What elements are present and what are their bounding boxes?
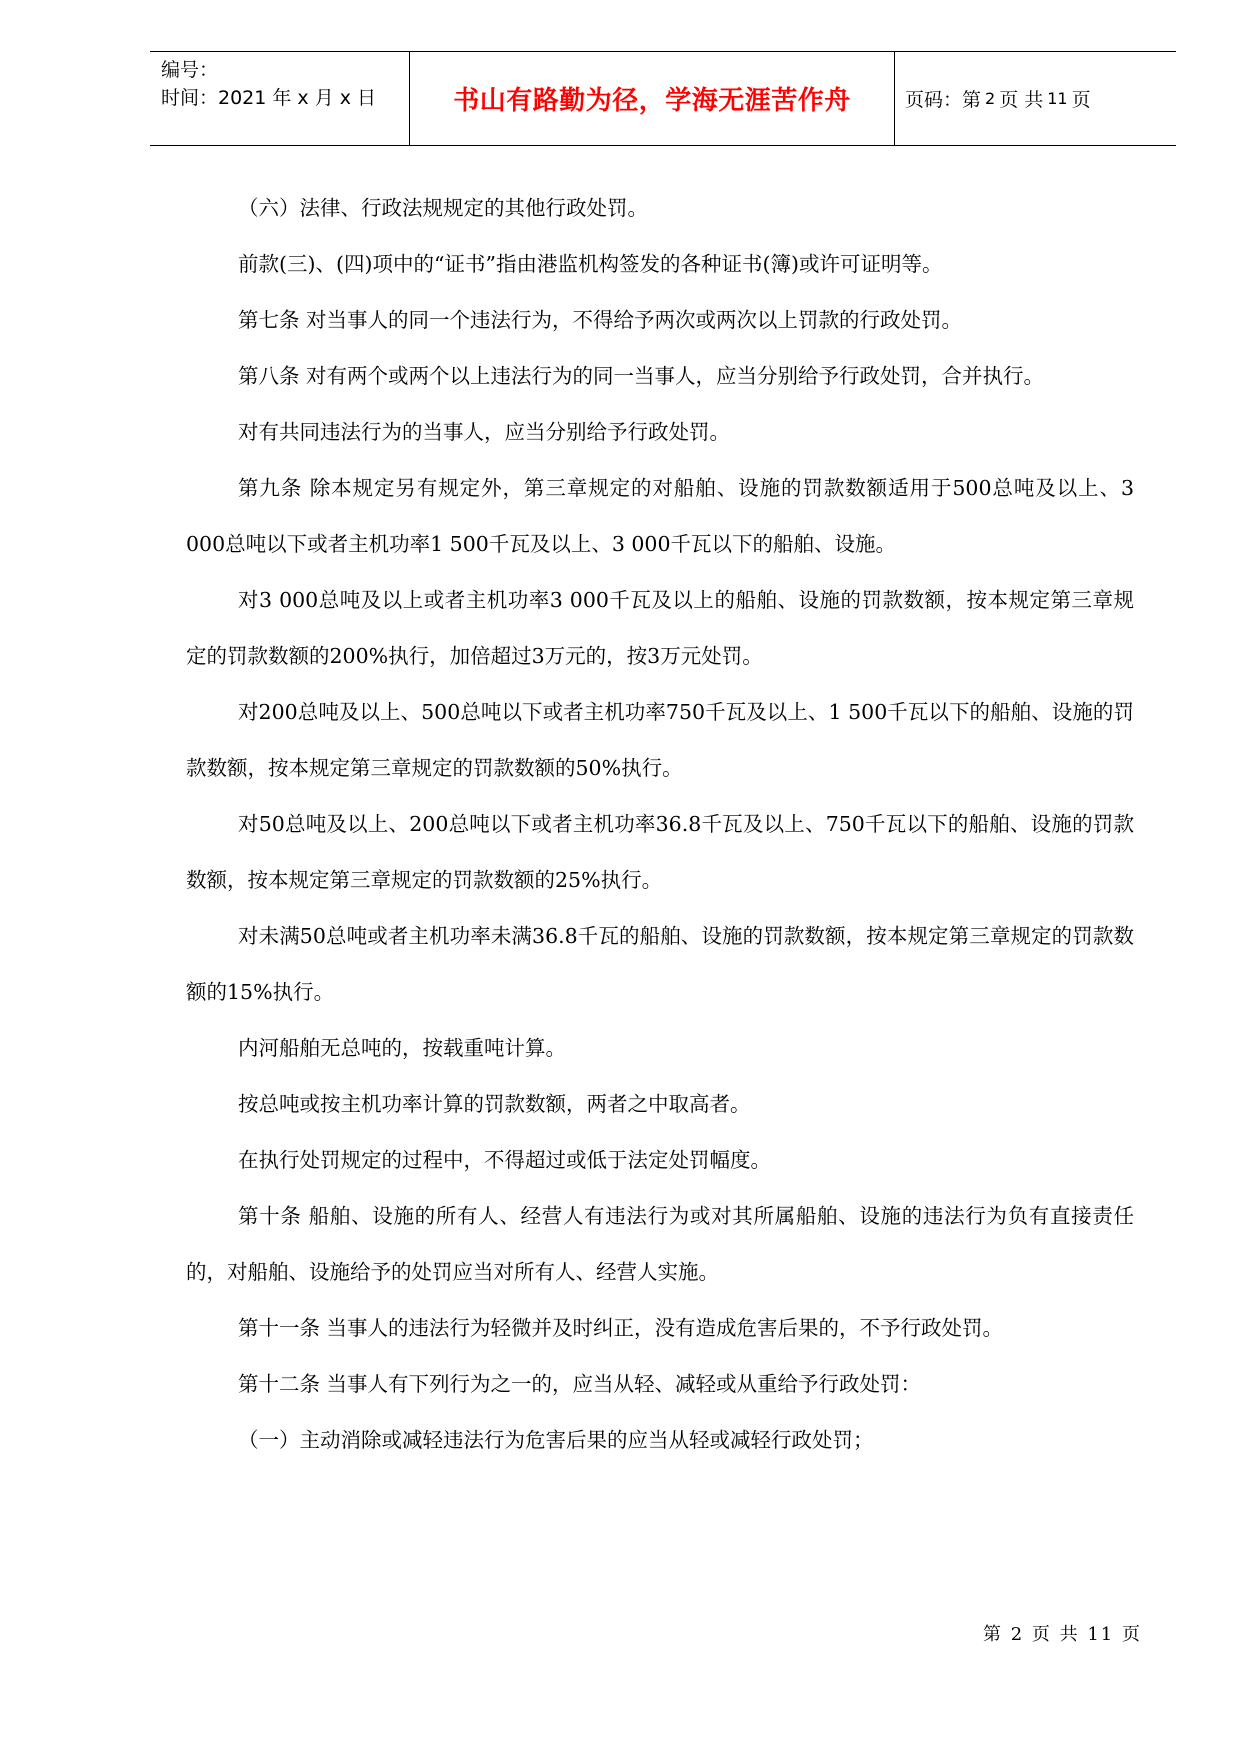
paragraph: 在执行处罚规定的过程中，不得超过或低于法定处罚幅度。: [238, 1148, 771, 1172]
paragraph: 对有共同违法行为的当事人，应当分别给予行政处罚。: [238, 420, 730, 444]
document-time: 时间：2021 年 x 月 x 日: [161, 87, 377, 109]
paragraph: 第十一条 当事人的违法行为轻微并及时纠正，没有造成危害后果的，不予行政处罚。: [238, 1316, 1004, 1340]
paragraph: 对200总吨及以上、500总吨以下或者主机功率750千瓦及以上、1 500千瓦以下的船舶、设施的罚款数额，按本规定第三章规定的罚款数额的50%执行。: [186, 700, 1134, 780]
page-suffix: 页: [1071, 89, 1091, 111]
header-page-number: [905, 52, 1165, 145]
paragraph: 对未满50总吨或者主机功率未满36.8千瓦的船舶、设施的罚款数额，按本规定第三章规定的罚款数额的15%执行。: [186, 924, 1134, 1004]
paragraph: 第十条 船舶、设施的所有人、经营人有违法行为或对其所属船舶、设施的违法行为负有直接责任的，对船舶、设施给予的处罚应当对所有人、经营人实施。: [186, 1204, 1134, 1284]
paragraph: 第八条 对有两个或两个以上违法行为的同一当事人，应当分别给予行政处罚，合并执行。: [238, 364, 1045, 388]
header-divider: [894, 52, 895, 145]
paragraph: 对3 000总吨及以上或者主机功率3 000千瓦及以上的船舶、设施的罚款数额，按本规定第三章规定的罚款数额的200%执行，加倍超过3万元的，按3万元处罚。: [186, 588, 1134, 668]
page-footer: 第 2 页 共 11 页: [983, 1624, 1142, 1645]
paragraph: 对50总吨及以上、200总吨以下或者主机功率36.8千瓦及以上、750千瓦以下的船舶、设施的罚款数额，按本规定第三章规定的罚款数额的25%执行。: [186, 812, 1134, 892]
paragraph: 按总吨或按主机功率计算的罚款数额，两者之中取高者。: [238, 1092, 751, 1116]
paragraph: 第九条 除本规定另有规定外，第三章规定的对船舶、设施的罚款数额适用于500总吨及以上、3 000总吨以下或者主机功率1 500千瓦及以上、3 000千瓦以下的船舶、设施。: [186, 476, 1134, 556]
page-mid: 页 共: [999, 89, 1044, 111]
paragraph: （一）主动消除或减轻违法行为危害后果的应当从轻或减轻行政处罚；: [238, 1428, 874, 1452]
page-current: 2: [985, 89, 996, 108]
paragraph: （六）法律、行政法规规定的其他行政处罚。: [238, 196, 648, 220]
page-total: 11: [1047, 89, 1068, 108]
document-number-label: 编号：: [161, 59, 219, 81]
paragraph: 前款(三)、(四)项中的“证书”指由港监机构签发的各种证书(簿)或许可证明等。: [238, 252, 943, 276]
header-motto: 书山有路勤为径，学海无涯苦作舟: [453, 86, 851, 116]
paragraph: 第十二条 当事人有下列行为之一的，应当从轻、减轻或从重给予行政处罚：: [238, 1372, 922, 1396]
page-prefix: 页码：第: [905, 89, 982, 111]
document-header: [150, 51, 1176, 146]
paragraph: 内河船舶无总吨的，按载重吨计算。: [238, 1036, 566, 1060]
document-body: [186, 180, 1134, 1468]
paragraph: 第七条 对当事人的同一个违法行为，不得给予两次或两次以上罚款的行政处罚。: [238, 308, 963, 332]
header-meta: [161, 56, 401, 112]
